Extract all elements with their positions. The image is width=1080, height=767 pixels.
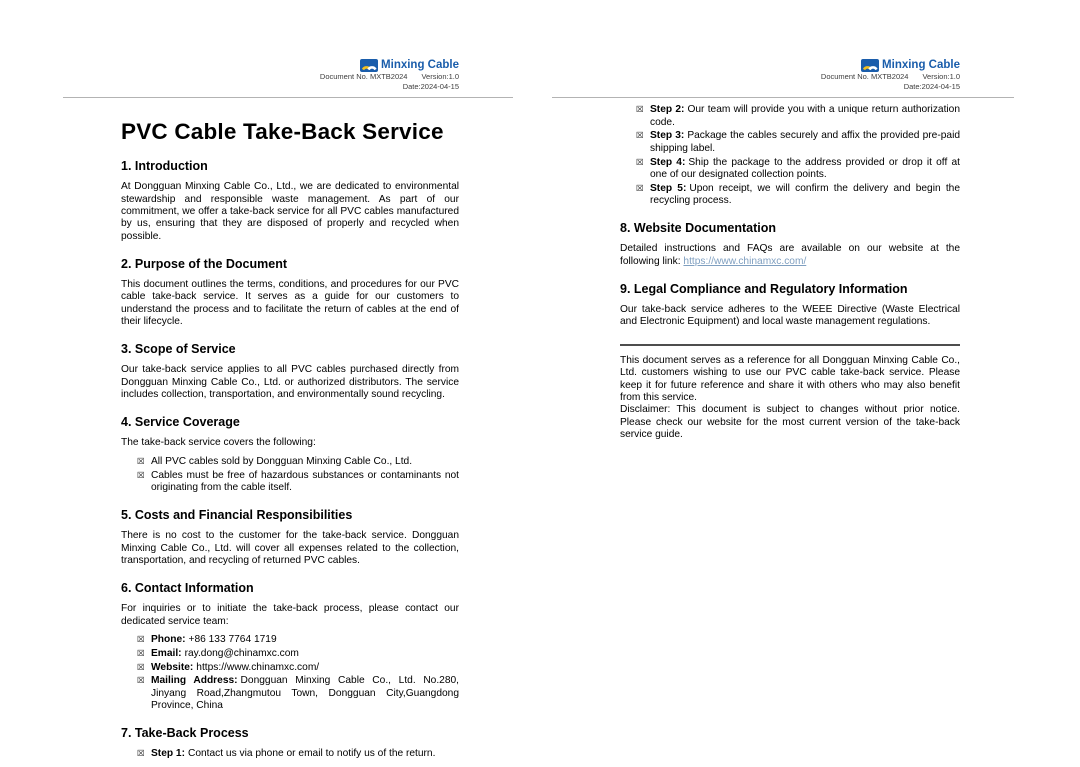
document-page-left (63, 58, 513, 767)
step-label: Step 5: (650, 182, 687, 194)
section-heading-8: 8. Website Documentation (620, 221, 777, 236)
document-page-right (552, 58, 1014, 441)
website-link[interactable]: https://www.chinamxc.com/ (683, 255, 807, 267)
brand-name: Minxing Cable (381, 59, 459, 71)
contact-website (137, 662, 459, 674)
step-text: Contact us via phone or email to notify us of the return. (187, 748, 436, 760)
contact-label: Mailing Address: (151, 675, 238, 687)
section-heading-9: 9. Legal Compliance and Regulatory Information (620, 282, 908, 297)
minxing-logo-icon (861, 59, 879, 72)
doc-number: Document No. MXTB2024 (319, 72, 408, 81)
coverage-list (121, 456, 459, 495)
list-item: ☒ All PVC cables sold by Dongguan Minxing Cable Co., Ltd. (137, 455, 413, 467)
brand-row (360, 58, 459, 72)
ballot-box-icon: ☒ (137, 676, 145, 687)
step-text: Package the cables securely and affix the provided pre-paid shipping label. (650, 130, 960, 154)
steps-list-continued (620, 104, 960, 207)
ballot-box-icon: ☒ (636, 131, 644, 142)
step-label: Step 4: (650, 156, 686, 168)
section-body-3: Our take-back service applies to all PVC cables purchased directly from Dongguan Minxing Cable Co., Ltd. or authorized distributors. The service includes collection, transportation, and environmentally sound recycling. (121, 364, 459, 400)
contact-email (137, 648, 459, 660)
ballot-box-icon: ☒ (636, 157, 644, 168)
contact-value: ray.dong@chinamxc.com (184, 647, 299, 659)
section-body-8-text: Detailed instructions and FAQs are available on our website at the following link: (620, 243, 960, 267)
steps-list (121, 748, 459, 760)
doc-date: Date:2024-04-15 (903, 81, 960, 91)
step-item (137, 748, 459, 760)
step-text: Our team will provide you with a unique return authorization code. (650, 104, 960, 128)
step-label: Step 2: (650, 104, 685, 116)
ballot-box-icon: ☒ (137, 470, 145, 481)
contact-list (121, 634, 459, 713)
closing-block (620, 355, 960, 441)
section-heading-1: 1. Introduction (121, 159, 208, 174)
doc-version: Version:1.0 (421, 72, 459, 81)
header-rule (63, 97, 513, 98)
ballot-box-icon: ☒ (137, 662, 145, 673)
doc-meta-line (320, 72, 459, 82)
contact-phone (137, 634, 459, 646)
step-item (636, 130, 960, 155)
section-body-6-intro: For inquiries or to initiate the take-back process, please contact our dedicated service team: (121, 603, 459, 627)
step-item (636, 157, 960, 182)
contact-value: Dongguan Minxing Cable Co., Ltd. No.280, Jinyang Road,Zhangmutou Town, Dongguan City,Guangdong Province, China (151, 675, 460, 712)
page-header (63, 58, 513, 91)
ballot-box-icon: ☒ (636, 105, 644, 116)
section-body-4-intro: The take-back service covers the following: (121, 437, 316, 449)
page-content (552, 104, 1014, 441)
section-heading-3: 3. Scope of Service (121, 342, 236, 357)
section-heading-4: 4. Service Coverage (121, 415, 240, 430)
contact-mailing-address (137, 675, 459, 712)
step-text: Ship the package to the address provided or drop it off at one of our designated collection points. (650, 156, 960, 180)
doc-version: Version:1.0 (922, 72, 960, 81)
section-body-2: This document outlines the terms, conditions, and procedures for our PVC cable take-back service. It serves as a guide for our customers to understand the process and to facilitate the return of cables at the end of their lifecycle. (121, 278, 459, 327)
section-heading-7: 7. Take-Back Process (121, 726, 249, 741)
step-label: Step 1: (151, 748, 185, 760)
closing-paragraph: This document serves as a reference for all Dongguan Minxing Cable Co., Ltd. customers wishing to use our PVC cable take-back service. Please keep it for future reference and share it with others who may also benefit from this service. (620, 354, 960, 403)
contact-value: +86 133 7764 1719 (188, 633, 277, 645)
section-heading-2: 2. Purpose of the Document (121, 256, 287, 271)
doc-date: Date:2024-04-15 (402, 81, 459, 91)
ballot-box-icon: ☒ (137, 648, 145, 659)
contact-label: Phone: (151, 633, 186, 645)
page-content (63, 119, 513, 761)
section-body-8 (620, 243, 960, 268)
page-header (552, 58, 1014, 91)
ballot-box-icon: ☒ (137, 634, 145, 645)
section-body-1: At Dongguan Minxing Cable Co., Ltd., we are dedicated to environmental stewardship and responsible waste management. As part of our commitment, we offer a take-back service for all PVC cables manufactured by us, ensuring that they are disposed of properly and recycled when possible. (121, 181, 459, 242)
section-body-9: Our take-back service adheres to the WEEE Directive (Waste Electrical and Electronic Equipment) and local waste management regulations. (620, 304, 960, 328)
section-heading-6: 6. Contact Information (121, 581, 254, 596)
disclaimer-paragraph: Disclaimer: This document is subject to changes without prior notice. Please check our website for the most current version of the take-back service guide. (620, 404, 960, 440)
step-text: Upon receipt, we will confirm the delivery and begin the recycling process. (650, 182, 961, 207)
doc-meta-line (821, 72, 960, 82)
contact-label: Website: (151, 661, 194, 673)
header-rule (552, 97, 1014, 98)
section-body-5: There is no cost to the customer for the take-back service. Dongguan Minxing Cable Co., Ltd. will cover all expenses related to the collection, transportation, and recycling of returned PVC cables. (121, 530, 459, 566)
contact-label: Email: (151, 647, 182, 659)
doc-number: Document No. MXTB2024 (820, 72, 909, 81)
brand-name: Minxing Cable (882, 59, 960, 71)
ballot-box-icon: ☒ (137, 456, 145, 467)
document-title: PVC Cable Take-Back Service (121, 119, 444, 145)
ballot-box-icon: ☒ (636, 183, 644, 194)
ballot-box-icon: ☒ (137, 749, 145, 760)
contact-value: https://www.chinamxc.com/ (196, 661, 320, 673)
list-item: ☒ Cables must be free of hazardous substances or contaminants not originating from the cable itself. (137, 469, 459, 493)
section-heading-5: 5. Costs and Financial Responsibilities (121, 508, 353, 523)
brand-row (861, 58, 960, 72)
step-label: Step 3: (650, 130, 685, 142)
minxing-logo-icon (360, 59, 378, 72)
step-item (636, 104, 960, 129)
step-item (636, 183, 960, 208)
closing-divider (620, 344, 960, 346)
